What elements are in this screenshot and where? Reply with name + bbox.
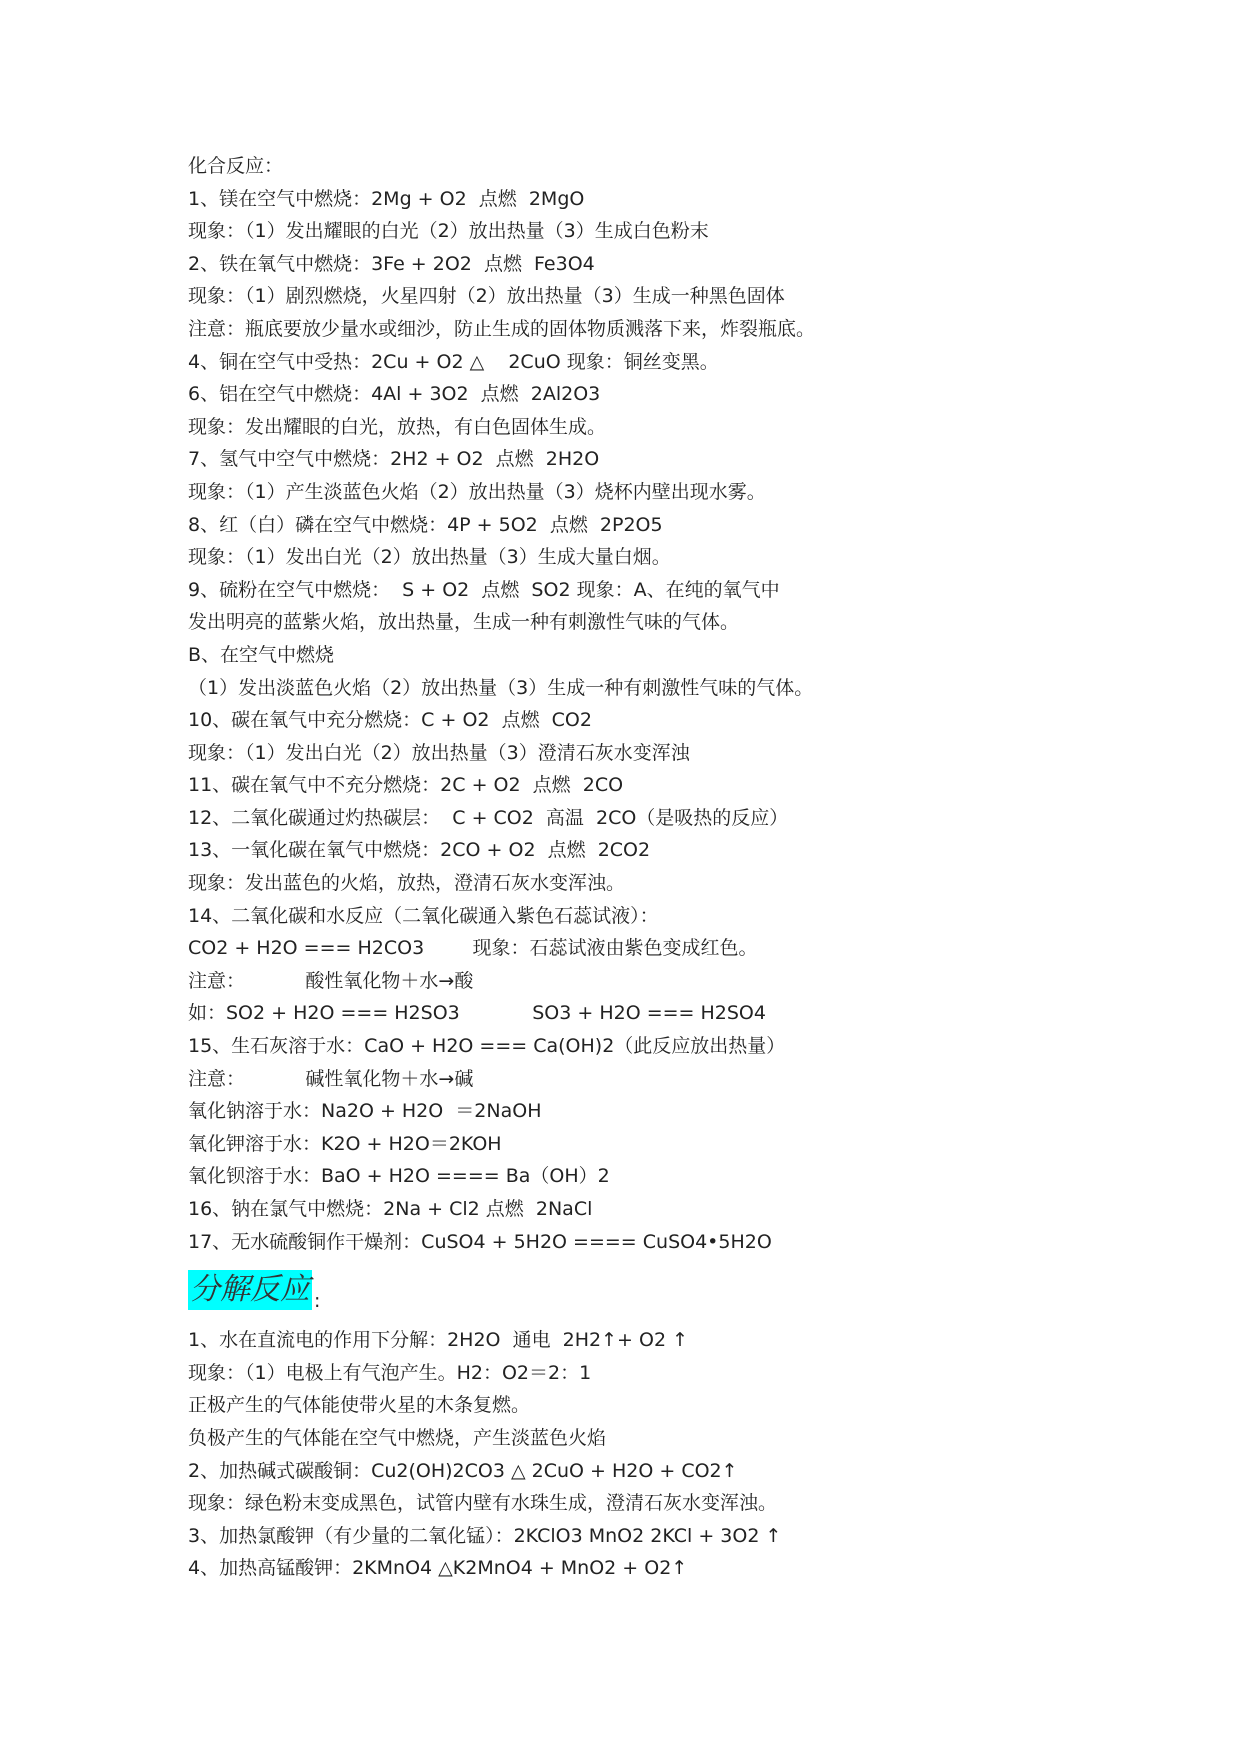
document-content	[188, 150, 1148, 1585]
combination-reactions-list	[188, 183, 1148, 1259]
text-line: 17、无水硫酸铜作干燥剂：CuSO4 + 5H2O ==== CuSO4•5H2O	[188, 1230, 772, 1253]
text-line: 现象：发出耀眼的白光，放热，有白色固体生成。	[188, 415, 607, 438]
text-line: 11、碳在氧气中不充分燃烧：2C + O2 点燃 2CO	[188, 774, 624, 797]
text-line: 氧化钡溶于水：BaO + H2O ==== Ba（OH）2	[188, 1165, 610, 1188]
text-line: 发出明亮的蓝紫火焰，放出热量，生成一种有刺激性气味的气体。	[188, 611, 740, 634]
text-line: 现象：（1）发出白光（2）放出热量（3）生成大量白烟。	[188, 546, 671, 569]
text-line: 15、生石灰溶于水：CaO + H2O === Ca(OH)2（此反应放出热量）	[188, 1035, 786, 1058]
text-line: CO2 + H2O === H2CO3 现象：石蕊试液由紫色变成红色。	[188, 937, 758, 960]
text-line: 现象：（1）电极上有气泡产生。H2：O2＝2：1	[188, 1361, 592, 1384]
text-line: 3、加热氯酸钾（有少量的二氧化锰）：2KClO3 MnO2 2KCl + 3O2 ↑	[188, 1524, 782, 1547]
section-heading-combination: 化合反应：	[188, 155, 284, 177]
text-line: 13、一氧化碳在氧气中燃烧：2CO + O2 点燃 2CO2	[188, 839, 651, 862]
text-line: 6、铝在空气中燃烧：4Al + 3O2 点燃 2Al2O3	[188, 383, 601, 406]
text-line: 注意：瓶底要放少量水或细沙，防止生成的固体物质溅落下来，炸裂瓶底。	[188, 317, 816, 340]
text-line: 4、铜在空气中受热：2Cu + O2 △ 2CuO 现象：铜丝变黑。	[188, 350, 719, 373]
text-line: 4、加热高锰酸钾：2KMnO4 △K2MnO4 + MnO2 + O2↑	[188, 1557, 688, 1580]
heading-colon: :	[314, 1290, 321, 1313]
text-line: 12、二氧化碳通过灼热碳层： C + CO2 高温 2CO（是吸热的反应）	[188, 806, 789, 829]
text-line: 16、钠在氯气中燃烧：2Na + Cl2 点燃 2NaCl	[188, 1198, 593, 1220]
text-line: 氧化钾溶于水：K2O + H2O＝2KOH	[188, 1132, 502, 1155]
text-line: 氧化钠溶于水：Na2O + H2O ＝2NaOH	[188, 1100, 542, 1123]
text-line: 注意： 碱性氧化物＋水→碱	[188, 1067, 474, 1090]
text-line: 现象：（1）发出白光（2）放出热量（3）澄清石灰水变浑浊	[188, 741, 690, 764]
text-line: 负极产生的气体能在空气中燃烧，产生淡蓝色火焰	[188, 1426, 607, 1449]
text-line: 现象：（1）发出耀眼的白光（2）放出热量（3）生成白色粉末	[188, 220, 709, 243]
text-line: 9、硫粉在空气中燃烧： S + O2 点燃 SO2 现象：A、在纯的氧气中	[188, 578, 780, 601]
text-line: 8、红（白）磷在空气中燃烧：4P + 5O2 点燃 2P2O5	[188, 513, 663, 536]
text-line: 7、氢气中空气中燃烧：2H2 + O2 点燃 2H2O	[188, 448, 600, 471]
text-line: 14、二氧化碳和水反应（二氧化碳通入紫色石蕊试液）：	[188, 904, 659, 927]
text-line: 正极产生的气体能使带火星的木条复燃。	[188, 1394, 531, 1417]
text-line: 现象：发出蓝色的火焰，放热，澄清石灰水变浑浊。	[188, 872, 626, 895]
text-line: 现象：（1）产生淡蓝色火焰（2）放出热量（3）烧杯内壁出现水雾。	[188, 480, 766, 503]
text-line: 现象：绿色粉末变成黑色，试管内壁有水珠生成，澄清石灰水变浑浊。	[188, 1492, 778, 1515]
text-line: （1）发出淡蓝色火焰（2）放出热量（3）生成一种有刺激性气味的气体。	[188, 676, 814, 699]
text-line: 1、水在直流电的作用下分解：2H2O 通电 2H2↑+ O2 ↑	[188, 1329, 689, 1352]
highlighted-heading: 分解反应	[188, 1270, 312, 1310]
section-heading-decomposition	[188, 1262, 1148, 1318]
text-line: 10、碳在氧气中充分燃烧：C + O2 点燃 CO2	[188, 709, 592, 732]
text-line: 2、铁在氧气中燃烧：3Fe + 2O2 点燃 Fe3O4	[188, 252, 595, 275]
text-line: 注意： 酸性氧化物＋水→酸	[188, 969, 474, 992]
text-line: B、在空气中燃烧	[188, 643, 335, 666]
text-line: 2、加热碱式碳酸铜：Cu2(OH)2CO3 △ 2CuO + H2O + CO2↑	[188, 1459, 738, 1482]
text-line: 现象：（1）剧烈燃烧，火星四射（2）放出热量（3）生成一种黑色固体	[188, 285, 785, 308]
text-line: 如：SO2 + H2O === H2SO3 SO3 + H2O === H2SO4	[188, 1002, 766, 1025]
text-line: 1、镁在空气中燃烧：2Mg + O2 点燃 2MgO	[188, 187, 585, 210]
decomposition-reactions-list	[188, 1324, 1148, 1585]
